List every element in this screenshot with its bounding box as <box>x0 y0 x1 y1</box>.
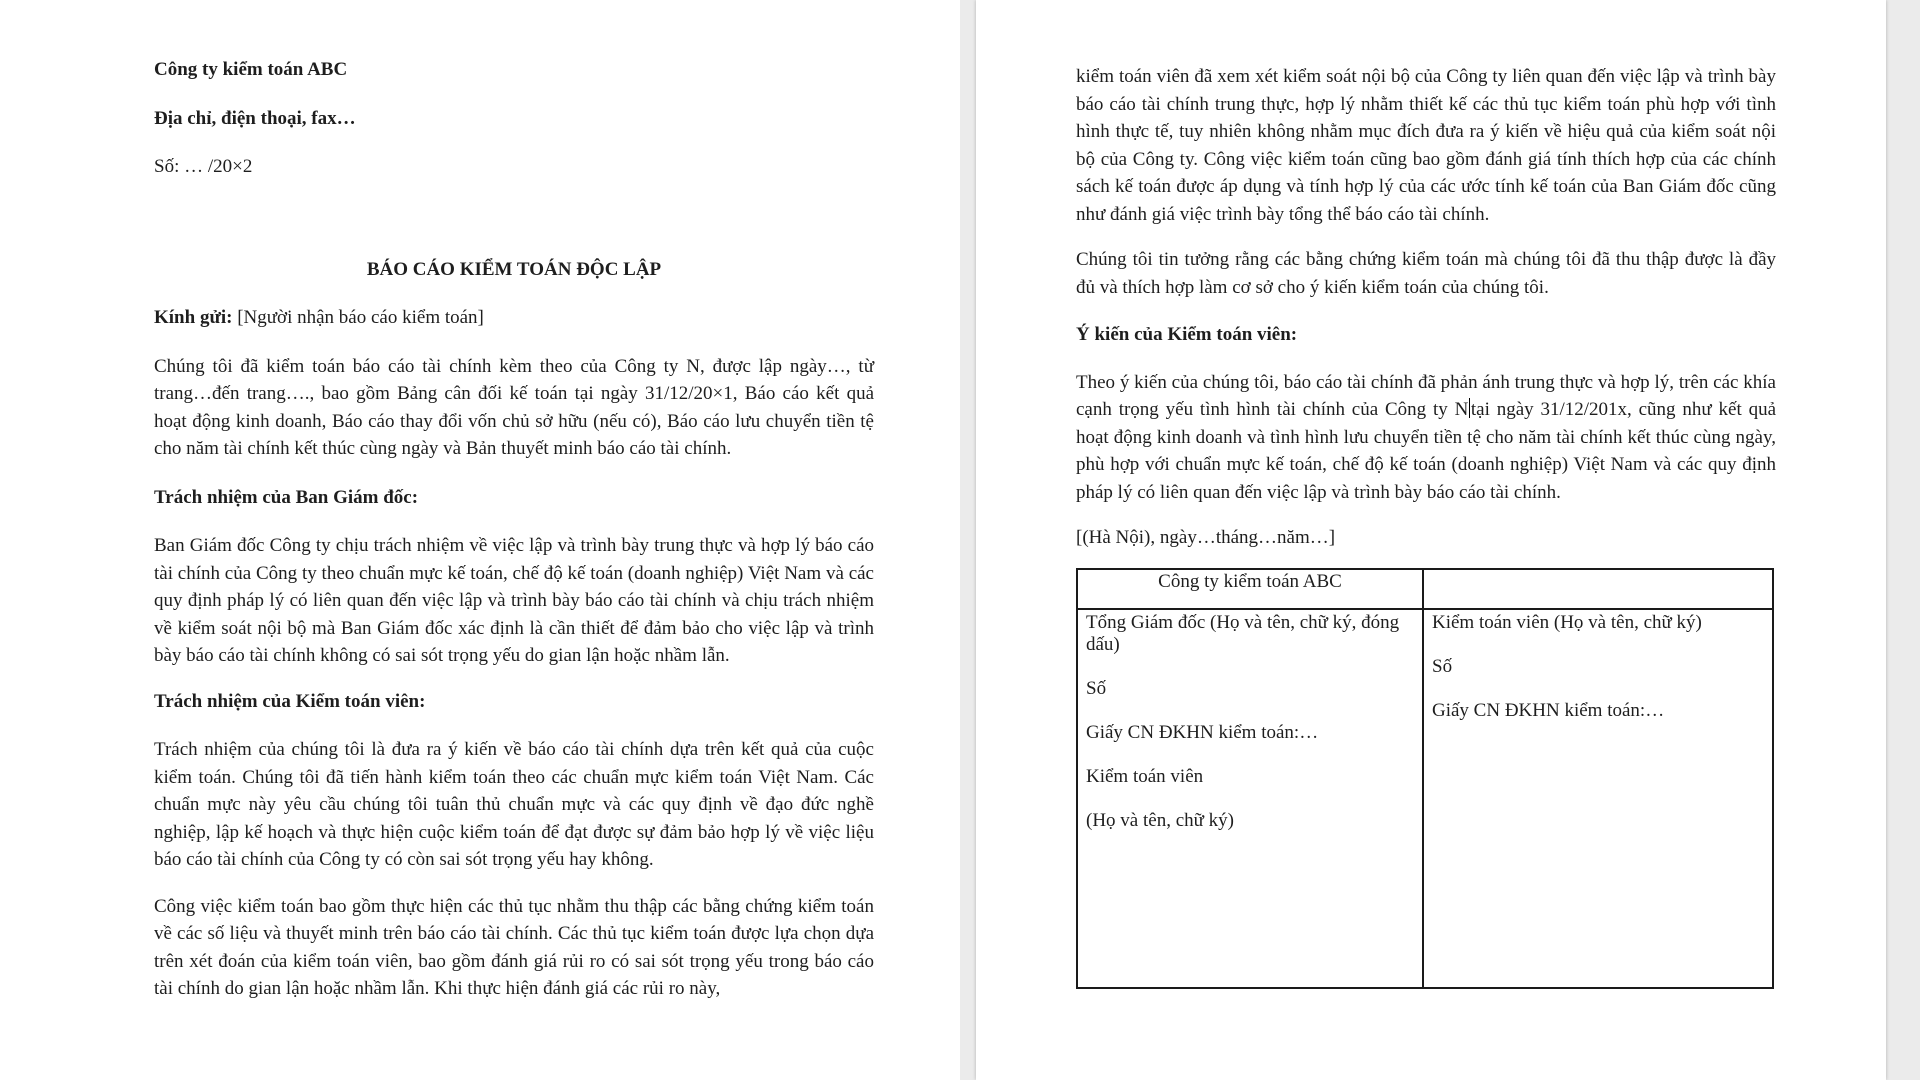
recipient-value: [Người nhận báo cáo kiểm toán] <box>232 307 484 328</box>
auditor-paragraph-2: Công việc kiểm toán bao gồm thực hiện các thủ tục nhằm thu thập các bằng chứng kiểm toán về các số liệu và thuyết minh trên báo cáo tài chính. Các thủ tục kiểm toán được lựa chọn dựa trên xét đoán của kiểm toán viên, bao gồm đánh giá rủi ro có sai sót trọng yếu trong báo cáo tài chính do gian lận hoặc nhầm lẫn. Khi thực hiện đánh giá các rủi ro này, <box>154 895 874 999</box>
left-certificate-label: Giấy CN ĐKHN kiểm toán:… <box>1086 721 1319 743</box>
signature-header-right <box>1423 569 1773 609</box>
right-certificate-label: Giấy CN ĐKHN kiểm toán:… <box>1432 699 1665 721</box>
company-address: Địa chỉ, điện thoại, fax… <box>154 107 356 129</box>
document-number: Số: … /20×2 <box>154 156 253 177</box>
opinion-paragraph <box>1076 369 1776 507</box>
heading-auditor-responsibility: Trách nhiệm của Kiểm toán viên: <box>154 690 426 712</box>
signature-table <box>1076 568 1774 989</box>
signature-table-body-row <box>1077 609 1773 988</box>
right-auditor-label: Kiểm toán viên (Họ và tên, chữ ký) <box>1432 611 1702 633</box>
management-paragraph: Ban Giám đốc Công ty chịu trách nhiệm về việc lập và trình bày trung thực và hợp lý báo cáo tài chính của Công ty theo chuẩn mực kế toán, chế độ kế toán (doanh nghiệp) Việt Nam và các quy định pháp lý có liên quan đến việc lập và trình bày báo cáo tài chính và chịu trách nhiệm về kiểm soát nội bộ mà Ban Giám đốc xác định là cần thiết để đảm bảo cho việc lập và trình bày báo cáo tài chính không có sai sót trọng yếu do gian lận hoặc nhầm lẫn. <box>154 535 874 666</box>
recipient-label: Kính gửi: <box>154 307 233 328</box>
left-number-label: Số <box>1086 677 1107 699</box>
signature-cell-left <box>1077 609 1423 988</box>
left-auditor-label: Kiểm toán viên <box>1086 765 1204 787</box>
signature-header-left: Công ty kiểm toán ABC <box>1077 569 1423 609</box>
signature-table-header-row <box>1077 569 1773 609</box>
company-name: Công ty kiểm toán ABC <box>154 59 348 80</box>
heading-management-responsibility: Trách nhiệm của Ban Giám đốc: <box>154 486 419 508</box>
continuation-paragraph: kiểm toán viên đã xem xét kiểm soát nội bộ của Công ty liên quan đến việc lập và trình bày báo cáo tài chính trung thực, hợp lý nhằm thiết kế các thủ tục kiểm toán phù hợp với tình hình thực tế, tuy nhiên không nhằm mục đích đưa ra ý kiến về hiệu quả của kiểm soát nội bộ của Công ty. Công việc kiểm toán cũng bao gồm đánh giá tính thích hợp của các chính sách kế toán được áp dụng và tính hợp lý của các ước tính kế toán của Ban Giám đốc cũng như đánh giá việc trình bày tổng thể báo cáo tài chính. <box>1076 66 1776 225</box>
recipient-line <box>154 304 874 332</box>
right-number-label: Số <box>1432 655 1453 677</box>
left-name-sign-label: (Họ và tên, chữ ký) <box>1086 809 1235 831</box>
heading-auditor-opinion: Ý kiến của Kiểm toán viên: <box>1076 324 1298 345</box>
page-left-content <box>154 56 874 1003</box>
report-title: BÁO CÁO KIỂM TOÁN ĐỘC LẬP <box>366 258 662 280</box>
place-date: [(Hà Nội), ngày…tháng…năm…] <box>1076 527 1336 548</box>
director-signature-label: Tổng Giám đốc (Họ và tên, chữ ký, đóng dấu) <box>1086 611 1400 655</box>
page-right-content <box>1076 63 1776 989</box>
auditor-paragraph-1: Trách nhiệm của chúng tôi là đưa ra ý kiến về báo cáo tài chính dựa trên kết quả của cuộc kiểm toán. Chúng tôi đã tiến hành kiểm toán theo các chuẩn mực kiểm toán Việt Nam. Các chuẩn mực này yêu cầu chúng tôi tuân thủ chuẩn mực và các quy định về đạo đức nghề nghiệp, lập kế hoạch và thực hiện cuộc kiểm toán để đạt được sự đảm bảo hợp lý về việc liệu báo cáo tài chính của Công ty có còn sai sót trọng yếu hay không. <box>154 739 874 870</box>
signature-cell-right <box>1423 609 1773 988</box>
intro-paragraph: Chúng tôi đã kiểm toán báo cáo tài chính kèm theo của Công ty N, được lập ngày…, từ trang…đến trang…., bao gồm Bảng cân đối kế toán tại ngày 31/12/20×1, Báo cáo kết quả hoạt động kinh doanh, Báo cáo thay đổi vốn chủ sở hữu (nếu có), Báo cáo lưu chuyển tiền tệ cho năm tài chính kết thúc cùng ngày và Bản thuyết minh báo cáo tài chính. <box>154 355 874 459</box>
opinion-text-part-2: tại ngày 31/12/201x, cũng như kết quả hoạt động kinh doanh và tình hình lưu chuyển tiền tệ cho năm tài chính kết thúc cùng ngày, phù hợp với chuẩn mực kế toán, chế độ kế toán (doanh nghiệp) Việt Nam và các quy định pháp lý có liên quan đến việc lập và trình bày báo cáo tài chính. <box>1076 399 1777 503</box>
opinion-text-part-1: Theo ý kiến của chúng tôi, báo cáo tài chính đã phản ánh trung thực và hợp lý, trên các khía cạnh trọng yếu tình hình tài chính của Công ty N <box>1076 371 1776 420</box>
document-page-right[interactable] <box>976 0 1886 1080</box>
evidence-paragraph: Chúng tôi tin tưởng rằng các bằng chứng kiểm toán mà chúng tôi đã thu thập được là đầy đủ và thích hợp làm cơ sở cho ý kiến kiểm toán của chúng tôi. <box>1076 249 1776 298</box>
